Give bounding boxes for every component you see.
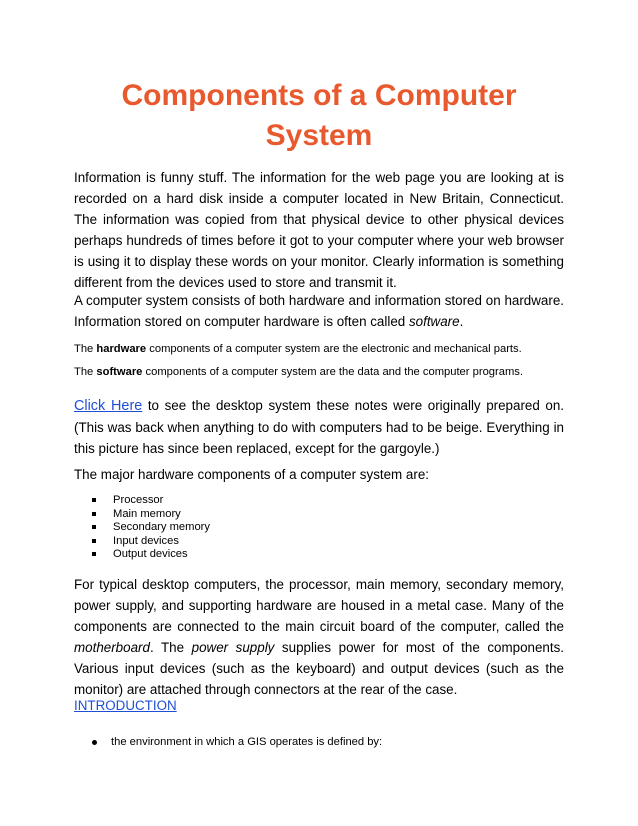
text: components of a computer system are the electronic and mechanical parts.	[146, 343, 522, 355]
gis-bullet	[92, 736, 382, 748]
text: components of a computer system are the data and the computer programs.	[142, 366, 523, 378]
list-item-label: Secondary memory	[113, 521, 210, 533]
software-term: software	[408, 314, 460, 329]
intro-paragraph: Information is funny stuff. The information for the web page you are looking at is recorded on a hard disk inside a computer located in New Britain, Connecticut. The information was copied from that physical device to other physical devices perhaps hundreds of times before it got to your computer where your web browser is using it to display these words on your monitor. Clearly information is something different from the devices used to store and transmit it.	[74, 170, 564, 290]
power-supply-term: power supply	[191, 640, 275, 655]
text: The	[74, 343, 97, 355]
software-term-bold: software	[96, 366, 143, 378]
list-item	[92, 508, 210, 522]
click-here-link[interactable]: Click Here	[74, 398, 143, 414]
introduction-link[interactable]: INTRODUCTION	[74, 698, 177, 713]
text: For typical desktop computers, the processor, main memory, secondary memory, power supply, and supporting hardware are housed in a metal case. Many of the components are connected to the main circuit board of the computer, called the	[74, 577, 564, 634]
text: A computer system consists of both hardware and information stored on hardware. Information stored on computer hardware is often called	[74, 293, 564, 329]
bullet-icon	[92, 552, 96, 556]
gis-bullet-text: the environment in which a GIS operates is defined by:	[111, 736, 383, 748]
hardware-term: hardware	[96, 343, 147, 355]
page-title: Components of a Computer System	[121, 79, 517, 152]
list-item-label: Output devices	[113, 548, 188, 560]
click-here-paragraph	[74, 395, 564, 459]
bullet-icon	[92, 539, 96, 543]
text: to see the desktop system these notes were originally prepared on. (This was back when anything to do with computers had to be beige. Everything in this picture has since been replaced, except for the gargoyle.)	[74, 398, 565, 456]
list-item	[92, 548, 210, 562]
text: supplies power for most of the components. Various input devices (such as the keyboard) and output devices (such as the monitor) are attached through connectors at the rear of the case.	[74, 640, 564, 697]
components-list	[92, 494, 210, 562]
hardware-sentence	[74, 341, 564, 357]
list-item-label: Input devices	[113, 534, 179, 547]
software-definition-paragraph	[74, 290, 564, 332]
text: The	[74, 366, 97, 378]
list-item-label: Processor	[113, 494, 164, 506]
text: .	[459, 314, 464, 329]
motherboard-term: motherboard	[74, 640, 150, 655]
list-item	[92, 521, 210, 535]
text: . The	[149, 640, 192, 655]
components-intro: The major hardware components of a computer system are:	[74, 467, 430, 482]
software-sentence	[74, 364, 564, 380]
list-item	[92, 494, 210, 508]
bullet-icon	[92, 740, 97, 745]
list-item-label: Main memory	[113, 507, 181, 520]
list-item	[92, 535, 210, 549]
bullet-icon	[92, 498, 96, 502]
bullet-icon	[92, 512, 96, 516]
bullet-icon	[92, 525, 96, 529]
case-paragraph	[74, 574, 564, 700]
